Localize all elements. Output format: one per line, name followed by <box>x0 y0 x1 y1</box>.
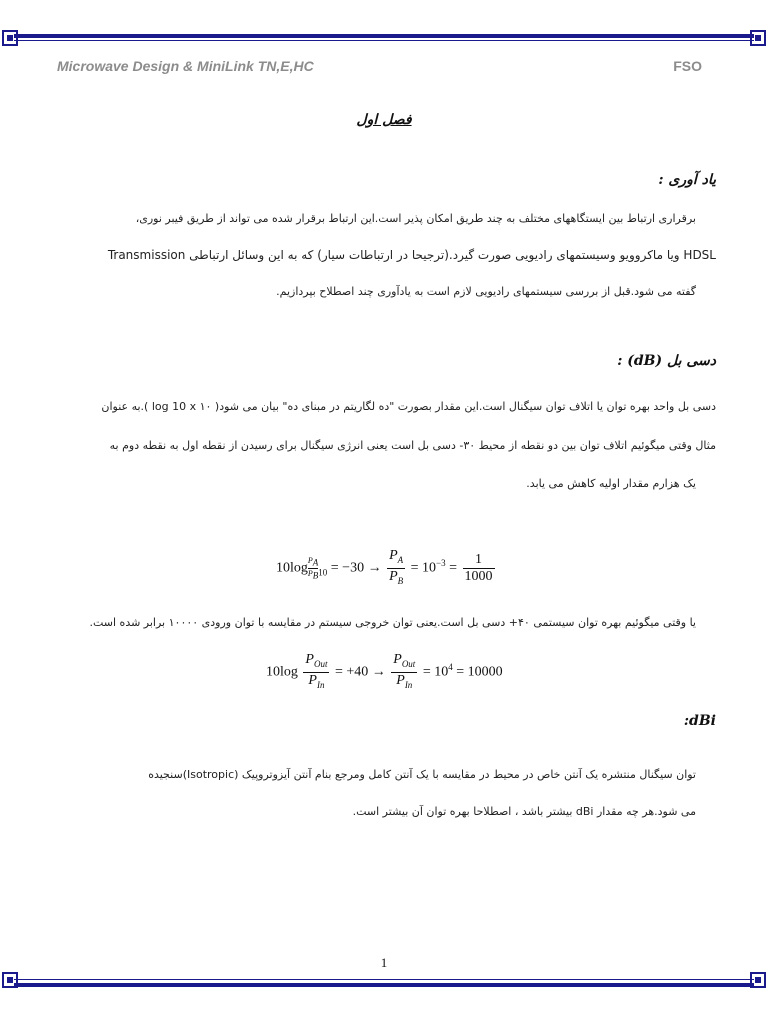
formula-equals: = +40 → <box>334 664 386 680</box>
formula-log-base: 10 <box>318 567 328 578</box>
formula-inline-fraction: $\frac{P_A}{P_B}$ <box>307 555 319 581</box>
formula-attenuation <box>276 548 497 589</box>
paragraph-line: یک هزارم مقدار اولیه کاهش می یابد. <box>526 477 696 490</box>
section-heading-decibel: دسی بل (dB) : <box>617 353 716 369</box>
paragraph-line: مثال وقتی میگوئیم اتلاف توان بین دو نقطه از محیط ۳۰- دسی بل است یعنی انرژی سیگنال برای رسیدن از نقطه اول به نقطه دوم به <box>109 439 716 452</box>
corner-ornament-icon <box>2 30 18 46</box>
formula-fraction: $\frac{1}{1000}$ <box>464 551 493 584</box>
formula-equals: = <box>449 560 458 576</box>
paragraph-line: برقراری ارتباط بین ایستگاههای مختلف به چند طریق امکان پذیر است.این ارتباط برقرار شده می تواند از طریق فیبر نوری، <box>135 212 696 225</box>
formula-equals: = −30 → <box>330 560 382 576</box>
corner-ornament-icon <box>750 30 766 46</box>
formula-equals: = 10 <box>410 560 437 576</box>
running-header-title: Microwave Design & MiniLink TN,E,HC <box>57 58 314 74</box>
page-number: 1 <box>380 955 388 970</box>
top-border-rule <box>14 34 754 38</box>
corner-ornament-icon <box>750 972 766 988</box>
formula-fraction: $\frac{P_{Out}}{P_{In}}$ <box>305 652 328 690</box>
paragraph-line: می شود.هر چه مقدار dBi بیشتر باشد ، اصطلاحا بهره توان آن بیشتر است. <box>352 805 696 818</box>
corner-ornament-icon <box>2 972 18 988</box>
formula-exponent: 4 <box>448 661 453 672</box>
section-heading-reminder: یاد آوری : <box>658 172 716 188</box>
formula-fraction: $\frac{P_A}{P_B}$ <box>389 548 404 586</box>
paragraph-line: توان سیگنال منتشره یک آنتن خاص در محیط در مقایسه با یک آنتن کامل ومرجع بنام آنتن آیزوتروپیک (Isotropic)سنجیده <box>148 768 696 781</box>
running-header-tag: FSO <box>673 58 702 74</box>
paragraph-line: HDSL ویا ماکروویو وسیستمهای رادیویی صورت گیرد.(ترجیحا در ارتباطات سیار) که به این وسائل ارتباطی Transmission <box>107 248 716 262</box>
paragraph-line: گفته می شود.قبل از بررسی سیستمهای رادیویی لازم است به یادآوری چند اصطلاح بپردازیم. <box>276 285 696 298</box>
formula-exponent: −3 <box>436 557 446 568</box>
bottom-border-thin-rule <box>14 979 754 980</box>
bottom-border-rule <box>14 983 754 987</box>
formula-coef: 10log <box>276 560 308 576</box>
paragraph-line: دسی بل واحد بهره توان یا اتلاف توان سیگنال است.این مقدار بصورت "ده لگاریتم در مبنای ده" بیان می شود( ۱۰ log 10 x ).به عنوان <box>101 400 716 413</box>
chapter-title: فصل اول <box>356 112 412 128</box>
formula-equals: = 10000 <box>456 664 503 680</box>
formula-equals: = 10 <box>422 664 449 680</box>
formula-coef: 10log <box>266 664 298 680</box>
top-border-thin-rule <box>14 40 754 41</box>
formula-fraction: $\frac{P_{Out}}{P_{In}}$ <box>393 652 416 690</box>
formula-gain <box>266 652 503 693</box>
paragraph-line: یا وقتی میگوئیم بهره توان سیستمی ۴۰+ دسی بل است.یعنی توان خروجی سیستم در مقایسه با توان ورودی ۱۰۰۰۰ برابر شده است. <box>89 616 696 629</box>
section-heading-dbi: :dBi <box>683 713 716 729</box>
